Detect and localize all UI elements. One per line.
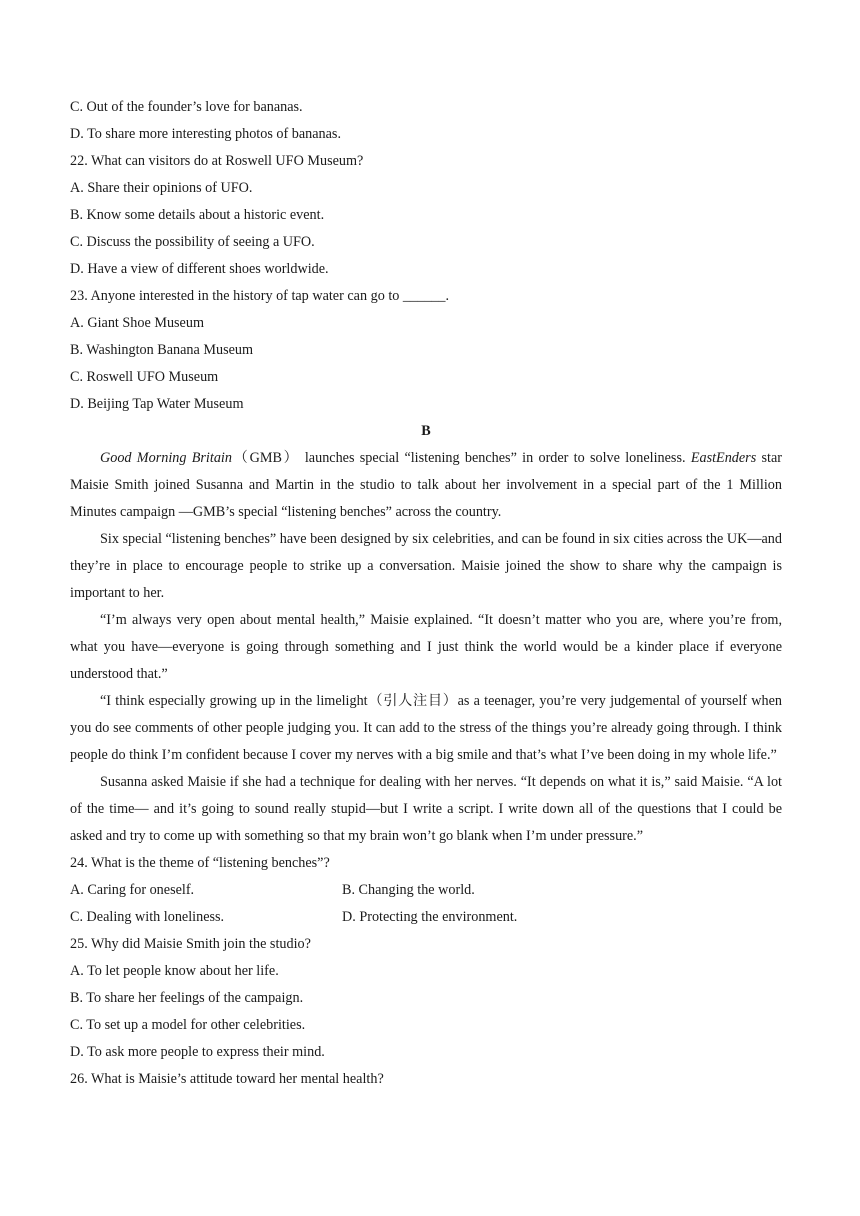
passage-paragraph-5: Susanna asked Maisie if she had a technique for dealing with her nerves. “It depends on what it is,” said Maisie. “A lot of the time— and it’s going to sound really stupid—but I write a script. I write down all of the questions that I could be asked and try to come up with something so that my brain won’t go blank when I’m under pressure.”	[70, 774, 782, 844]
q24-option-a: A. Caring for oneself.	[70, 882, 195, 898]
exam-page	[70, 94, 782, 1093]
passage-p1-text-b: star Maisie Smith joined Susanna and Martin in the studio to talk about her involvement in a special part of the 1 Million Minutes campaign —GMB’s special “listening benches” across the country.	[70, 450, 782, 520]
q22-option-c: C. Discuss the possibility of seeing a UFO.	[70, 234, 315, 250]
show-title-gmb: Good Morning Britain	[100, 450, 232, 466]
q24-question: 24. What is the theme of “listening benches”?	[70, 855, 330, 871]
q24-options-row-2	[70, 904, 782, 931]
q23-option-b: B. Washington Banana Museum	[70, 342, 254, 358]
q24-option-d: D. Protecting the environment.	[342, 909, 518, 925]
q22-option-b: B. Know some details about a historic event.	[70, 207, 325, 223]
passage-paragraph-3: “I’m always very open about mental health,” Maisie explained. “It doesn’t matter who you are, where you’re from, what you have—everyone is going through something and I just think the world would be a kinder place if everyone understood that.”	[70, 612, 782, 682]
q25-question: 25. Why did Maisie Smith join the studio?	[70, 936, 311, 952]
q22-option-d: D. Have a view of different shoes worldwide.	[70, 261, 329, 277]
passage-paragraph-1	[70, 445, 782, 526]
q21-option-c: C. Out of the founder’s love for bananas.	[70, 99, 303, 115]
q25-option-c: C. To set up a model for other celebrities.	[70, 1017, 306, 1033]
passage-p1-text-a: （GMB） launches special “listening benches” in order to solve loneliness.	[231, 450, 691, 466]
passage-paragraph-4: “I think especially growing up in the limelight（引人注目）as a teenager, you’re very judgemental of yourself when you do see comments of other people judging you. It can add to the stress of the things you’re already going through. I think people do think I’m confident because I cover my nerves with a big smile and that’s what I’ve been doing in my whole life.”	[70, 693, 782, 763]
q21-option-d: D. To share more interesting photos of bananas.	[70, 126, 342, 142]
q25-option-b: B. To share her feelings of the campaign.	[70, 990, 304, 1006]
q23-question: 23. Anyone interested in the history of tap water can go to ______.	[70, 288, 450, 304]
q25-option-a: A. To let people know about her life.	[70, 963, 279, 979]
q24-option-c: C. Dealing with loneliness.	[70, 909, 225, 925]
q23-option-d: D. Beijing Tap Water Museum	[70, 396, 244, 412]
q24-option-b: B. Changing the world.	[342, 882, 475, 898]
q24-options-row-1	[70, 877, 782, 904]
q26-question: 26. What is Maisie’s attitude toward her mental health?	[70, 1071, 384, 1087]
q22-option-a: A. Share their opinions of UFO.	[70, 180, 253, 196]
section-heading: B	[421, 423, 431, 439]
show-title-eastenders: EastEnders	[690, 450, 757, 466]
q23-option-a: A. Giant Shoe Museum	[70, 315, 204, 331]
passage-paragraph-2: Six special “listening benches” have been designed by six celebrities, and can be found in six cities across the UK—and they’re in place to encourage people to strike up a conversation. Maisie joined the show to share why the campaign is important to her.	[70, 531, 782, 601]
q22-question: 22. What can visitors do at Roswell UFO Museum?	[70, 153, 364, 169]
q25-option-d: D. To ask more people to express their mind.	[70, 1044, 325, 1060]
q23-option-c: C. Roswell UFO Museum	[70, 369, 219, 385]
